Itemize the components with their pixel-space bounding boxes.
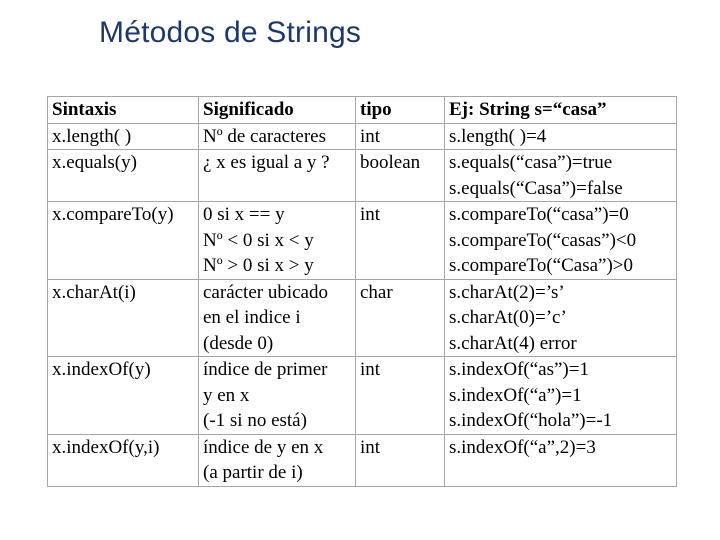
cell-example (445, 434, 677, 486)
cell-syntax-line: x.charAt(i) (52, 281, 136, 303)
cell-meaning-line: Nº > 0 si x > y (203, 255, 314, 276)
table-row (48, 123, 677, 150)
cell-meaning-line: 0 si x == y (203, 204, 285, 225)
string-methods-table (47, 96, 677, 487)
header-example: Ej: String s=“casa” (445, 97, 677, 124)
cell-example (445, 279, 677, 357)
header-syntax: Sintaxis (48, 97, 199, 124)
cell-meaning-line: Nº < 0 si x < y (203, 229, 314, 251)
table-row (48, 202, 677, 280)
table-row (48, 434, 677, 486)
cell-meaning-line: (-1 si no está) (203, 410, 307, 431)
cell-example-line: s.charAt(0)=’c’ (449, 307, 567, 328)
cell-syntax (48, 202, 199, 280)
cell-meaning (199, 150, 356, 202)
table-body (48, 123, 677, 486)
cell-example-line: s.indexOf(“hola”)=-1 (449, 410, 613, 431)
cell-type-line: int (360, 125, 381, 147)
cell-example (445, 357, 677, 435)
cell-meaning-line: carácter ubicado (203, 281, 328, 303)
cell-syntax-line: x.length( ) (52, 125, 132, 147)
cell-syntax (48, 357, 199, 435)
cell-example-line: s.equals(“Casa”)=false (449, 177, 623, 199)
cell-syntax (48, 434, 199, 486)
cell-type (356, 279, 445, 357)
cell-example-line: s.equals(“casa”)=true (449, 152, 613, 173)
cell-meaning-line: índice de primer (203, 359, 328, 380)
cell-syntax-line: x.indexOf(y) (52, 359, 151, 380)
table-row (48, 150, 677, 202)
cell-type-line: int (360, 359, 381, 380)
table-row (48, 357, 677, 435)
cell-example-line: s.charAt(2)=’s’ (449, 281, 565, 303)
cell-syntax (48, 123, 199, 150)
cell-example-line: s.compareTo(“casas”)<0 (449, 229, 637, 251)
cell-type (356, 150, 445, 202)
cell-example-line: s.indexOf(“a”)=1 (449, 384, 582, 406)
cell-type (356, 202, 445, 280)
cell-type-line: boolean (360, 152, 421, 173)
cell-type-line: int (360, 204, 381, 225)
cell-syntax (48, 279, 199, 357)
cell-example-line: s.compareTo(“Casa”)>0 (449, 255, 633, 276)
cell-type (356, 357, 445, 435)
cell-meaning-line: en el indice i (203, 307, 301, 328)
cell-meaning (199, 357, 356, 435)
cell-type-line: int (360, 436, 381, 458)
cell-meaning-line: (a partir de i) (203, 462, 303, 483)
cell-type (356, 123, 445, 150)
cell-meaning-line: Nº de caracteres (203, 125, 326, 147)
cell-example (445, 202, 677, 280)
cell-example-line: s.compareTo(“casa”)=0 (449, 204, 629, 225)
cell-example (445, 150, 677, 202)
header-row (48, 97, 677, 124)
cell-example (445, 123, 677, 150)
table-row (48, 279, 677, 357)
header-type: tipo (356, 97, 445, 124)
cell-syntax-line: x.compareTo(y) (52, 204, 174, 225)
cell-type-line: char (360, 281, 393, 303)
slide-title: Métodos de Strings (99, 16, 362, 49)
cell-example-line: s.indexOf(“a”,2)=3 (449, 436, 596, 458)
header-meaning: Significado (199, 97, 356, 124)
cell-example-line: s.indexOf(“as”)=1 (449, 359, 589, 380)
cell-meaning (199, 279, 356, 357)
cell-meaning (199, 434, 356, 486)
cell-syntax-line: x.indexOf(y,i) (52, 436, 160, 458)
cell-syntax-line: x.equals(y) (52, 152, 137, 173)
cell-meaning (199, 123, 356, 150)
cell-meaning-line: índice de y en x (203, 436, 324, 458)
cell-example-line: s.length( )=4 (449, 125, 547, 147)
cell-syntax (48, 150, 199, 202)
cell-meaning-line: y en x (203, 384, 250, 406)
cell-meaning-line: ¿ x es igual a y ? (203, 152, 330, 173)
cell-type (356, 434, 445, 486)
cell-meaning-line: (desde 0) (203, 332, 274, 354)
cell-example-line: s.charAt(4) error (449, 332, 577, 354)
cell-meaning (199, 202, 356, 280)
